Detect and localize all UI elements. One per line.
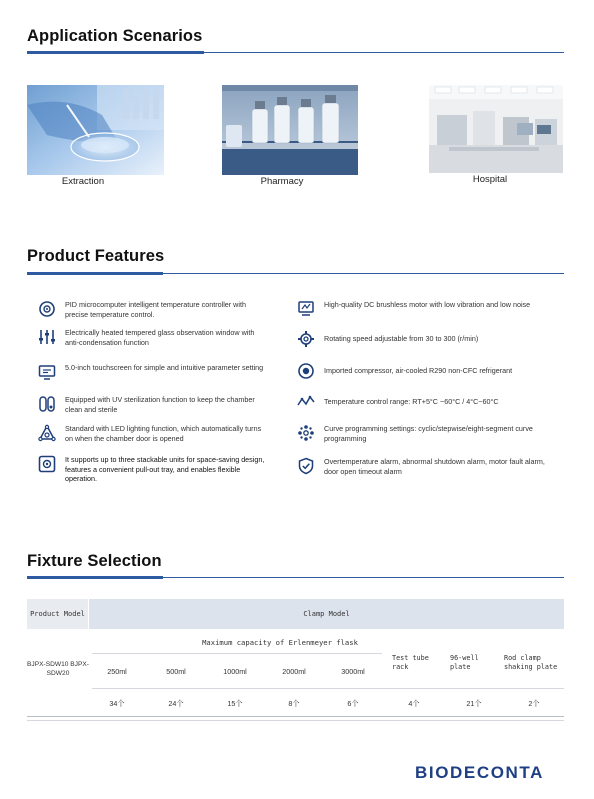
scenario-pharmacy xyxy=(222,85,358,187)
temperature-range-icon xyxy=(297,393,315,411)
scenario-caption-extraction: Extraction xyxy=(61,176,105,187)
feature-item xyxy=(38,395,268,414)
stackable-units-icon xyxy=(38,455,56,473)
hospital-image xyxy=(429,85,563,173)
scenario-caption-pharmacy: Pharmacy xyxy=(260,176,304,187)
extraction-image xyxy=(27,85,164,175)
title-line-scenarios xyxy=(204,52,564,53)
rod-clamp-header: Rod clamp shaking plate xyxy=(504,654,558,671)
model-name-cell: BJPX-SDW10 BJPX-SDW20 xyxy=(27,661,89,677)
flask-size-header: 250ml xyxy=(107,667,127,676)
title-bar-scenarios xyxy=(27,51,204,54)
feature-text: It supports up to three stackable units for space-saving design, features a convenient pull-out tray, and enables flexible operation. xyxy=(65,455,265,484)
table-divider xyxy=(92,688,564,689)
feature-item xyxy=(297,457,557,476)
feature-text: Electrically heated tempered glass observation window with anti-condensation function xyxy=(65,328,255,347)
fixture-table xyxy=(27,599,564,629)
feature-item xyxy=(297,393,542,411)
title-line-features xyxy=(163,273,564,274)
flask-size-header: 1000ml xyxy=(223,667,247,676)
section-title-features: Product Features xyxy=(27,247,165,265)
rod-clamp-value-cell: 2个 xyxy=(528,699,540,708)
brand-logo: BIODECONTA xyxy=(415,763,545,782)
scenario-hospital xyxy=(429,85,563,185)
alarm-shield-icon xyxy=(297,457,315,475)
well-plate-header: 96-well plate xyxy=(450,654,479,671)
title-bar-features xyxy=(27,272,163,275)
table-header-row xyxy=(27,599,564,629)
pharmacy-image xyxy=(222,85,358,175)
feature-text: Equipped with UV sterilization function to keep the chamber clean and sterile xyxy=(65,395,255,414)
feature-item xyxy=(297,300,542,318)
feature-text: Temperature control range: RT+5°C ~60°C / 4°C~60°C xyxy=(324,397,499,406)
test-tube-rack-header: Test tube rack xyxy=(392,654,429,671)
flask-value-cell: 8个 xyxy=(288,699,300,708)
feature-item xyxy=(38,328,268,347)
table-divider xyxy=(92,653,382,654)
motor-icon xyxy=(297,300,315,318)
feature-text: Standard with LED lighting function, which automatically turns on when the chamber door is opened xyxy=(65,424,262,443)
test-tube-value-cell: 4个 xyxy=(408,699,420,708)
feature-text: Overtemperature alarm, abnormal shutdown alarm, motor fault alarm, door open timeout alarm xyxy=(324,457,545,476)
feature-item xyxy=(38,363,268,381)
flask-value-cell: 24个 xyxy=(168,699,184,708)
compressor-icon xyxy=(297,362,315,380)
flask-size-header: 2000ml xyxy=(282,667,306,676)
flask-size-header: 3000ml xyxy=(341,667,365,676)
feature-item xyxy=(297,424,542,443)
feature-item xyxy=(297,362,542,380)
touchscreen-icon xyxy=(38,363,56,381)
feature-text: High-quality DC brushless motor with low vibration and low noise xyxy=(324,300,531,309)
feature-item xyxy=(38,424,270,443)
feature-text: PID microcomputer intelligent temperature controller with precise temperature control. xyxy=(65,300,246,319)
feature-text: Curve programming settings: cyclic/stepwise/eight-segment curve programming xyxy=(324,424,533,443)
temperature-control-icon xyxy=(38,300,56,318)
title-bar-fixture xyxy=(27,576,163,579)
flask-value-cell: 6个 xyxy=(347,699,359,708)
scenario-extraction xyxy=(27,85,164,187)
table-bottom-rule xyxy=(27,716,564,717)
flask-value-cell: 15个 xyxy=(227,699,243,708)
product-model-header: Product Model xyxy=(27,599,89,629)
programming-icon xyxy=(297,424,315,442)
flask-size-header: 500ml xyxy=(166,667,186,676)
speed-gear-icon xyxy=(297,330,315,348)
uv-sterilization-icon xyxy=(38,395,56,413)
feature-text: Rotating speed adjustable from 30 to 300 (r/min) xyxy=(324,334,479,343)
feature-item xyxy=(38,455,270,484)
section-title-scenarios: Application Scenarios xyxy=(27,27,203,45)
scenario-caption-hospital: Hospital xyxy=(472,174,508,185)
feature-item xyxy=(38,300,268,319)
feature-text: Imported compressor, air-cooled R290 non-CFC refrigerant xyxy=(324,366,513,375)
feature-item xyxy=(297,330,542,348)
title-line-fixture xyxy=(163,577,564,578)
flask-capacity-header: Maximum capacity of Erlenmeyer flask xyxy=(202,638,358,647)
flask-value-cell: 34个 xyxy=(109,699,125,708)
well-plate-value-cell: 21个 xyxy=(466,699,482,708)
sliders-icon xyxy=(38,328,56,346)
section-title-fixture: Fixture Selection xyxy=(27,552,162,570)
table-bottom-rule xyxy=(27,720,564,721)
led-lighting-icon xyxy=(38,424,56,442)
feature-text: 5.0-inch touchscreen for simple and intuitive parameter setting xyxy=(65,363,264,372)
clamp-model-header: Clamp Model xyxy=(303,610,350,618)
